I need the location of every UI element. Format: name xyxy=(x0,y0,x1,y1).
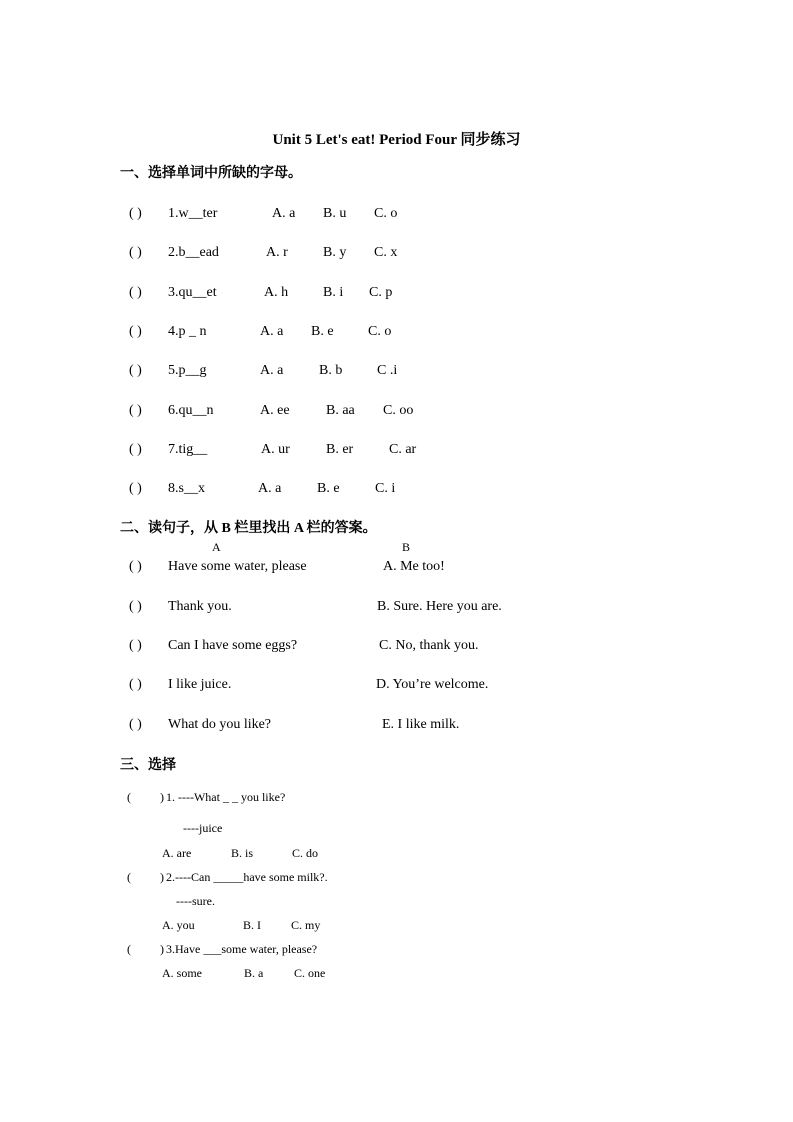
answer-b: B. Sure. Here you are. xyxy=(377,599,502,614)
answer-bracket[interactable]: ( ) xyxy=(129,324,142,339)
answer-bracket[interactable]: ( xyxy=(127,870,131,884)
sentence-a: I like juice. xyxy=(168,677,232,692)
sentence-a: Thank you. xyxy=(168,599,232,614)
option-c: C. ar xyxy=(389,442,417,457)
answer-bracket[interactable]: ( ) xyxy=(129,677,142,692)
option-b: B. b xyxy=(319,363,343,378)
answer-bracket[interactable]: ( ) xyxy=(129,403,142,418)
option-c: C. my xyxy=(291,918,321,932)
option-b: B. er xyxy=(326,442,354,457)
option-c: C. x xyxy=(374,245,398,260)
option-a: A. a xyxy=(260,363,284,378)
option-b: B. I xyxy=(243,918,261,932)
answer-bracket[interactable]: ( ) xyxy=(129,481,142,496)
option-a: A. h xyxy=(264,285,289,300)
option-a: A. you xyxy=(162,918,195,932)
option-c: C. oo xyxy=(383,403,414,418)
sentence-a: Have some water, please xyxy=(168,559,307,574)
answer-bracket-close: ) xyxy=(160,942,164,956)
option-c: C. i xyxy=(375,481,396,496)
answer-bracket[interactable]: ( ) xyxy=(129,363,142,378)
option-b: B. aa xyxy=(326,403,355,418)
option-c: C. o xyxy=(368,324,392,339)
answer-bracket[interactable]: ( ) xyxy=(129,559,142,574)
answer-b: D. You’re welcome. xyxy=(376,677,489,692)
question-stem: 2.----Can _____have some milk?. xyxy=(166,870,328,884)
option-c: C. o xyxy=(374,206,398,221)
option-b: B. i xyxy=(323,285,344,300)
option-c: C. p xyxy=(369,285,393,300)
answer-bracket[interactable]: ( xyxy=(127,942,131,956)
answer-bracket[interactable]: ( ) xyxy=(129,717,142,732)
option-b: B. a xyxy=(244,966,264,980)
question-stem: 3.Have ___some water, please? xyxy=(166,942,318,956)
column-a-label: A xyxy=(212,540,221,554)
option-b: B. y xyxy=(323,245,347,260)
option-b: B. is xyxy=(231,846,254,860)
question-word: 3.qu__et xyxy=(168,285,217,300)
answer-bracket[interactable]: ( ) xyxy=(129,638,142,653)
sentence-a: Can I have some eggs? xyxy=(168,638,298,653)
question-word: 6.qu__n xyxy=(168,403,214,418)
question-word: 2.b__ead xyxy=(168,245,219,260)
question-word: 1.w__ter xyxy=(168,206,218,221)
question-reply: ----sure. xyxy=(176,894,215,908)
option-a: A. a xyxy=(272,206,296,221)
option-a: A. r xyxy=(266,245,288,260)
option-b: B. e xyxy=(311,324,334,339)
question-word: 7.tig__ xyxy=(168,442,208,457)
option-a: A. ur xyxy=(261,442,290,457)
question-word: 4.p _ n xyxy=(168,324,207,339)
question-stem: 1. ----What _ _ you like? xyxy=(166,790,286,804)
section3-heading: 三、选择 xyxy=(120,758,176,773)
column-b-label: B xyxy=(402,540,411,554)
question-word: 8.s__x xyxy=(168,481,205,496)
answer-bracket-close: ) xyxy=(160,790,164,804)
option-a: A. are xyxy=(162,846,192,860)
answer-bracket[interactable]: ( ) xyxy=(129,442,142,457)
sentence-a: What do you like? xyxy=(168,717,272,732)
option-a: A. some xyxy=(162,966,202,980)
option-a: A. a xyxy=(260,324,284,339)
answer-b: C. No, thank you. xyxy=(379,638,479,653)
answer-bracket[interactable]: ( ) xyxy=(129,245,142,260)
answer-b: E. I like milk. xyxy=(382,717,460,732)
answer-bracket[interactable]: ( xyxy=(127,790,131,804)
section2-heading: 二、读句子，从 B 栏里找出 A 栏的答案。 xyxy=(120,521,377,536)
option-c: C. one xyxy=(294,966,326,980)
option-c: C. do xyxy=(292,846,319,860)
answer-bracket-close: ) xyxy=(160,870,164,884)
option-b: B. e xyxy=(317,481,340,496)
answer-b: A. Me too! xyxy=(383,559,445,574)
question-reply: ----juice xyxy=(183,821,223,835)
option-c: C .i xyxy=(377,363,398,378)
page-title: Unit 5 Let's eat! Period Four 同步练习 xyxy=(272,132,521,148)
option-a: A. a xyxy=(258,481,282,496)
option-b: B. u xyxy=(323,206,347,221)
answer-bracket[interactable]: ( ) xyxy=(129,206,142,221)
option-a: A. ee xyxy=(260,403,290,418)
answer-bracket[interactable]: ( ) xyxy=(129,599,142,614)
question-word: 5.p__g xyxy=(168,363,207,378)
answer-bracket[interactable]: ( ) xyxy=(129,285,142,300)
section1-heading: 一、选择单词中所缺的字母。 xyxy=(120,166,302,181)
